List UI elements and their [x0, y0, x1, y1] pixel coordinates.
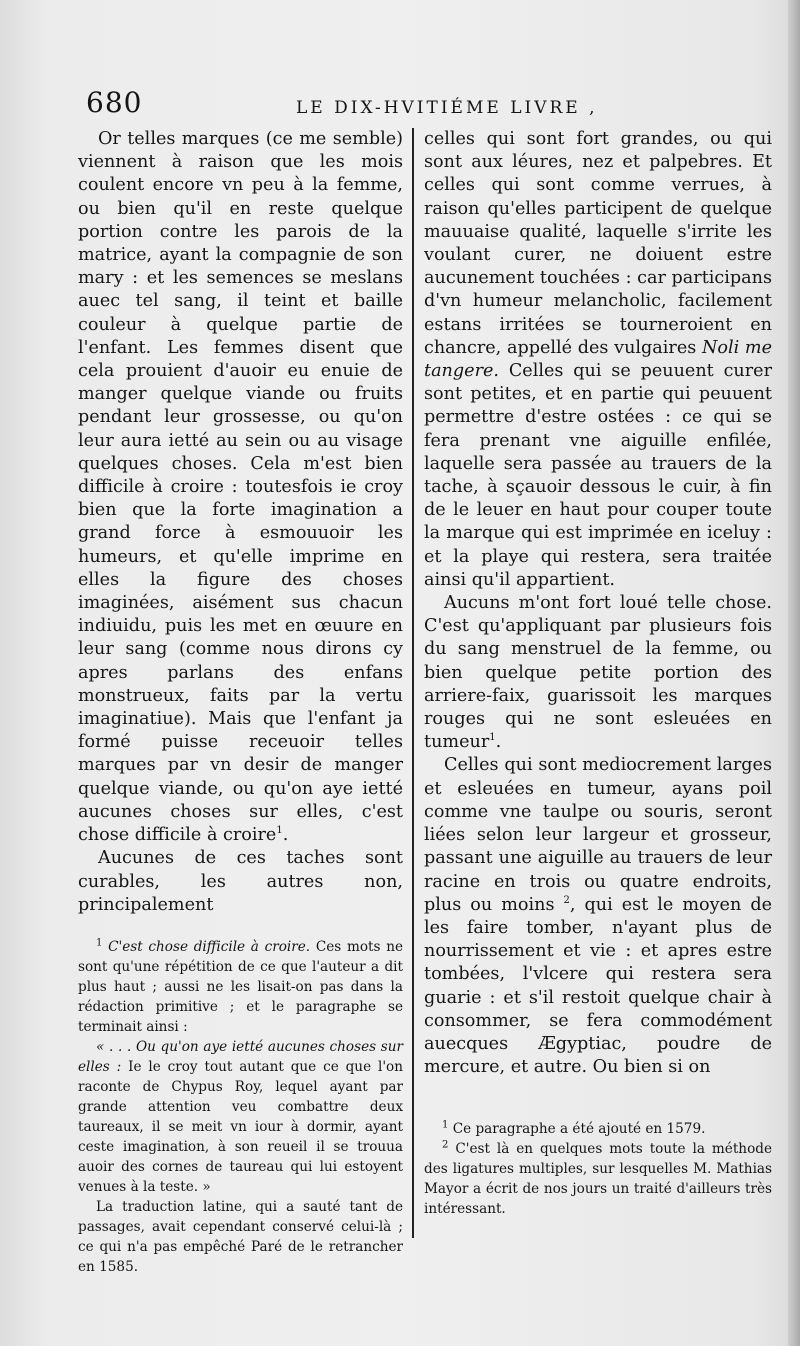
footnote-translation: La traduction latine, qui a sauté tant de passages, avait cependant conservé celui-là ; ce qui n'a pas empêché Paré de le retrancher en 1585.	[78, 1198, 403, 1275]
right-paragraph-1: celles qui sont fort grandes, ou qui sont aux léures, nez et palpebres. Et celles qui sont comme verrues, à raison qu'elles participent de quelque mauuaise qualité, laquelle s'irrite les voulant curer, ne doiuent estre aucunement touchées : car participans d'vn humeur melancholic, facilement estans irritées se tourneroient en chancre, appellé des vulgaires Noli me tangere. Celles qui se peuuent curer sont petites, et en partie qui peuuent permettre d'estre ostées : ce qui se fera prenant vne aiguille enfilée, laquelle sera passée au trauers de la tache, à sçauoir dessous le cuir, à fin de le leuer en haut pour couper toute la marque qui est imprimée en iceluy : et la playe qui restera, sera traitée ainsi qu'il appartient.	[424, 129, 772, 590]
left-footnotes	[78, 937, 403, 1277]
column-rule	[412, 128, 414, 1238]
left-paragraph-2: Aucunes de ces taches sont curables, les autres non, principalement	[78, 848, 403, 915]
left-column	[78, 128, 404, 1275]
right-column	[424, 128, 772, 1248]
footnote-1: $^1$ C'est chose difficile à croire. Ces mots ne sont qu'une répétition de ce que l'auteur a dit plus haut ; aussi ne les lisait-on pas dans la rédaction primitive ; et le paragraphe se terminait ainsi :	[78, 937, 403, 1035]
page-header	[86, 86, 776, 126]
left-paragraph-1: Or telles marques (ce me semble) viennent à raison que les mois coulent encore vn peu à la femme, ou bien qu'il en reste quelque portion contre les parois de la matrice, ayant la compagnie de son mary : et les semences se meslans auec tel sang, il teint et baille couleur à quelque partie de l'enfant. Les femmes disent que cela prouient d'auoir eu enuie de manger quelque viande ou fruits pendant leur grossesse, ou qu'on leur aura ietté au sein ou au visage quelques choses. Cela m'est bien difficile à croire : toutesfois ie croy bien que la forte imagination a grand force à esmouuoir les humeurs, et qu'elle imprime en elles la figure des choses imaginées, aisément sus chacun indiuidu, puis les met en œuure en leur sang (comme nous dirons cy apres parlans des enfans monstrueux, faits par la vertu imaginatiue). Mais que l'enfant ja formé puisse receuoir telles marques par vn desir de manger quelque viande, ou qu'on aye ietté aucunes choses sur elles, c'est chose difficile à croire$^1$.	[78, 129, 403, 846]
right-footnotes	[424, 1119, 772, 1219]
running-head: LE DIX-HVITIÉME LIVRE ,	[296, 98, 598, 118]
right-paragraph-3: Celles qui sont mediocrement larges et esleuées en tumeur, ayans poil comme vne taulpe ou souris, seront liées selon leur largeur et grosseur, passant une aiguille au trauers de leur racine en trois ou quatre endroits, plus ou moins $^2$, qui est le moyen de les faire tomber, n'ayant plus de nourrissement et vie : et apres estre tombées, l'vlcere qui restera sera guarie : et s'il restoit quelque chair à consommer, se fera commodément auecques Ægyptiac, poudre de mercure, et autre. Ou bien si on	[424, 755, 772, 1078]
right-paragraph-2: Aucuns m'ont fort loué telle chose. C'est qu'appliquant par plusieurs fois du sang menstruel de la femme, ou bien quelque petite portion des arriere-faix, guarissoit les marques rouges qui ne sont esleuées en tumeur$^1$.	[424, 593, 772, 753]
page-number: 680	[86, 86, 143, 119]
footnote-right-1: $^1$ Ce paragraphe a été ajouté en 1579.	[442, 1119, 706, 1138]
footnote-quote: « . . . Ou qu'on aye ietté aucunes choses sur elles : Ie le croy tout autant que ce que l'on raconte de Chypus Roy, lequel ayant par grande attention veu combattre deux taureaux, il se meit vn iour à dormir, ayant ceste imagination, à son reueil il se trouua auoir des cornes de taureau qui lui estoyent venues à la teste. »	[78, 1038, 404, 1195]
footnote-right-2: $^2$ C'est là en quelques mots toute la méthode des ligatures multiples, sur lesquelles M. Mathias Mayor a écrit de nos jours un traité d'ailleurs très intéressant.	[424, 1139, 772, 1218]
note-ref: 1	[276, 825, 283, 837]
page-edge	[788, 0, 800, 1346]
